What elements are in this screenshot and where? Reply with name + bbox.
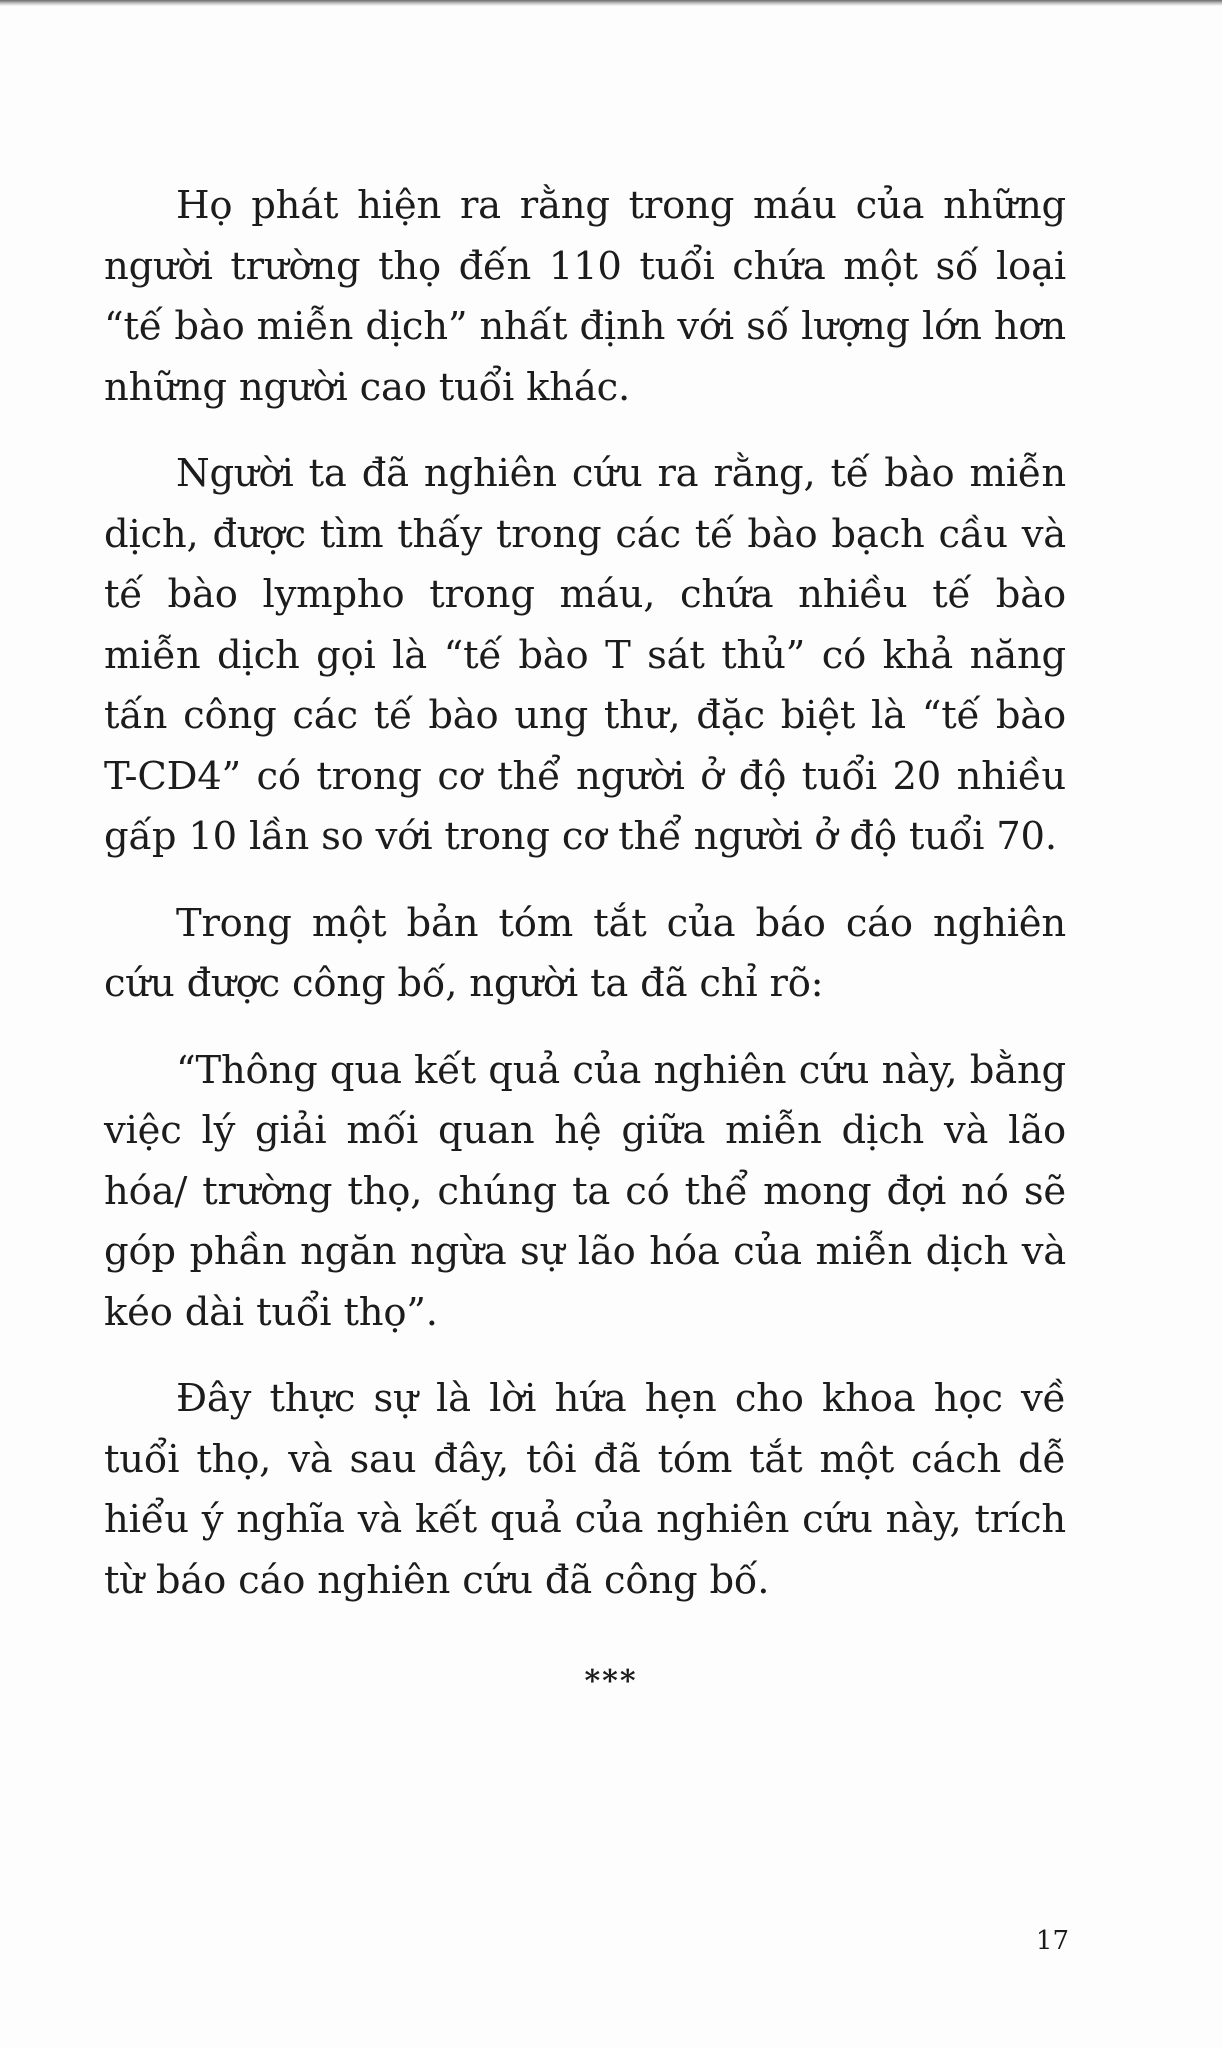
page-number: 17 bbox=[1035, 1926, 1069, 1956]
paragraph-5: Đây thực sự là lời hứa hẹn cho khoa học về tuổi thọ, và sau đây, tôi đã tóm tắt một cách dễ hiểu ý nghĩa và kết quả của nghiên cứu này, trích từ báo cáo nghiên cứu đã công bố. bbox=[104, 1376, 1066, 1603]
paragraph-2: Người ta đã nghiên cứu ra rằng, tế bào miễn dịch, được tìm thấy trong các tế bào bạch cầu và tế bào lympho trong máu, chứa nhiều tế bào miễn dịch gọi là “tế bào T sát thủ” có khả năng tấn công các tế bào ung thư, đặc biệt là “tế bào T-CD4” có trong cơ thể người ở độ tuổi 20 nhiều gấp 10 lần so với trong cơ thể người ở độ tuổi 70. bbox=[104, 451, 1066, 859]
paragraph-4-quote: “Thông qua kết quả của nghiên cứu này, bằng việc lý giải mối quan hệ giữa miễn dịch và lão hóa/ trường thọ, chúng ta có thể mong đợi nó sẽ góp phần ngăn ngừa sự lão hóa của miễn dịch và kéo dài tuổi thọ”. bbox=[104, 1047, 1066, 1335]
paragraph-1: Họ phát hiện ra rằng trong máu của những người trường thọ đến 110 tuổi chứa một số loại “tế bào miễn dịch” nhất định với số lượng lớn hơn những người cao tuổi khác. bbox=[104, 183, 1066, 410]
page-edge-shadow bbox=[0, 0, 1222, 6]
paragraph-3: Trong một bản tóm tắt của báo cáo nghiên cứu được công bố, người ta đã chỉ rõ: bbox=[104, 900, 1066, 1006]
body-text bbox=[104, 176, 1066, 1637]
section-separator: *** bbox=[584, 1664, 638, 1699]
